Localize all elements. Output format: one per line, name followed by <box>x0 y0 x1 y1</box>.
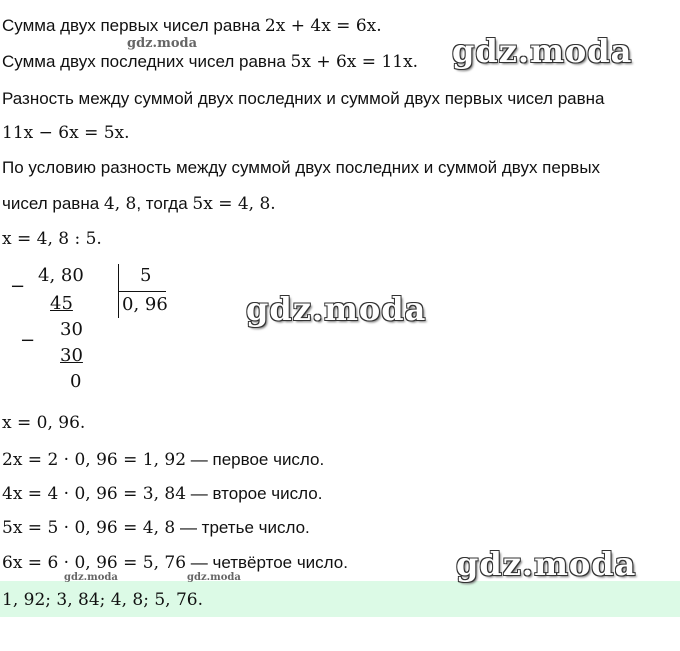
line-math: 5x + 6x = 11x. <box>290 52 419 72</box>
line-fourth-number <box>2 553 348 573</box>
division-quotient: 0, 96 <box>122 294 168 315</box>
line-third-number <box>2 518 310 538</box>
line-text: Сумма двух последних чисел равна <box>2 52 291 71</box>
answer-line <box>2 590 203 610</box>
line-condition <box>2 158 600 178</box>
watermark-small-top: gdz.moda <box>127 36 198 51</box>
watermark-logo-middle: gdz.moda <box>246 290 427 328</box>
line-math: x = 0, 96. <box>2 413 86 433</box>
line-math: 2x + 4x = 6x. <box>264 16 382 36</box>
line-text: — третье число. <box>175 518 310 537</box>
watermark-logo-top: gdz.moda <box>452 32 633 70</box>
line-difference-intro <box>2 89 605 109</box>
line-second-number <box>2 484 322 504</box>
line-text: Разность между суммой двух последних и суммой двух первых чисел равна <box>2 89 605 108</box>
division-minus-2: − <box>20 330 36 351</box>
watermark-logo-bottom: gdz.moda <box>456 545 637 583</box>
answer-text: 1, 92; 3, 84; 4, 8; 5, 76. <box>2 590 204 610</box>
line-math: 5x = 4, 8. <box>192 194 276 214</box>
line-math: 5x = 5 · 0, 96 = 4, 8 <box>2 518 176 538</box>
line-math: 6x = 6 · 0, 96 = 5, 76 <box>2 553 187 573</box>
line-text: , тогда <box>136 194 193 213</box>
line-text: — четвёртое число. <box>186 553 348 572</box>
line-text: — второе число. <box>186 484 323 503</box>
line-math: x = 4, 8 : 5. <box>2 229 102 249</box>
line-math: 2x = 2 · 0, 96 = 1, 92 <box>2 450 187 470</box>
watermark-small-answer-2: gdz.moda <box>187 572 241 583</box>
line-text: чисел равна <box>2 194 104 213</box>
watermark-small-answer-1: gdz.moda <box>64 572 118 583</box>
line-sum-first <box>2 16 382 36</box>
line-math: 4, 8 <box>103 194 137 214</box>
division-subtrahend-1: 45 <box>50 293 73 314</box>
line-text: — первое число. <box>186 450 325 469</box>
line-text: По условию разность между суммой двух последних и суммой двух первых <box>2 158 601 177</box>
division-remainder-2: 0 <box>70 371 82 392</box>
line-sum-last <box>2 52 418 72</box>
division-dividend: 4, 80 <box>38 265 84 286</box>
division-subtrahend-2: 30 <box>60 345 83 366</box>
line-text: Сумма двух первых чисел равна <box>2 16 265 35</box>
line-x-expression <box>2 229 102 249</box>
division-remainder-1: 30 <box>60 319 83 340</box>
line-x-result <box>2 413 85 433</box>
line-condition-equation <box>2 194 276 214</box>
line-difference-math <box>2 123 130 143</box>
line-math: 11x − 6x = 5x. <box>2 123 130 143</box>
division-minus-1: − <box>10 276 26 297</box>
line-first-number <box>2 450 324 470</box>
division-divisor: 5 <box>140 265 152 286</box>
division-horizontal-bar <box>118 291 166 292</box>
line-math: 4x = 4 · 0, 96 = 3, 84 <box>2 484 187 504</box>
